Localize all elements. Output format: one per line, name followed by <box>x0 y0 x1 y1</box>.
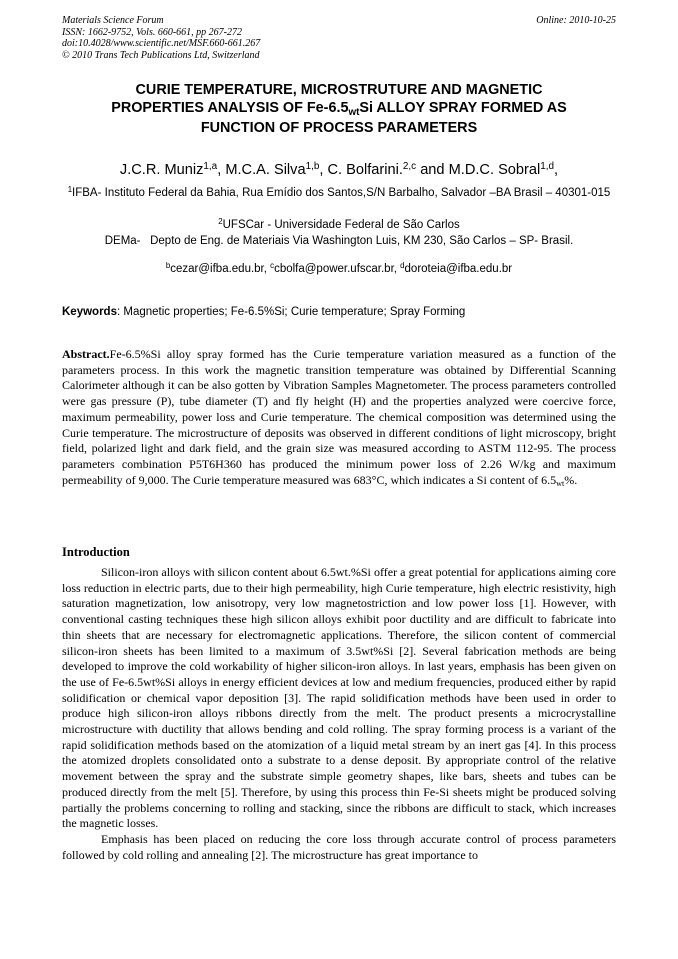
online-date: Online: 2010-10-25 <box>536 15 616 26</box>
author-name: M.C.A. Silva <box>225 162 306 178</box>
affiliation-text: IFBA- Instituto Federal da Bahia, Rua Emídio dos Santos,S/N Barbalho, Salvador –BA Brasil – 40301-015 <box>72 187 611 199</box>
keywords <box>62 304 616 320</box>
abstract-label: Abstract. <box>62 347 110 361</box>
author-separator: , <box>554 162 559 178</box>
author-name: J.C.R. Muniz <box>119 162 204 178</box>
email-address: cbolfa@power.ufscar.br <box>274 263 394 275</box>
introduction-paragraph-1: Silicon-iron alloys with silicon content about 6.5wt.%Si offer a great potential for applications aiming core loss reduction in electric parts, due to their high permeability, high Curie temperature, high electric resistivity, high saturation magnetization, low anisotropy, very low magnetostriction and low power loss [1]. However, with conventional casting techniques these high silicon alloys exhibit poor ductility and are difficult to fabricate into thin sheets that are necessary for electromagnetic applications. Therefore, the silicon content of commercial silicon-iron sheets has been limited to a maximum of 3.5wt%Si [2]. Several fabrication methods are being developed to improve the cold workability of higher silicon-iron alloys. In last years, emphasis has been given on the use of Fe-6.5wt%Si alloys in energy efficient devices at low and medium frequencies, produced either by rapid solidification or chemical vapor deposition [3]. The rapid solidification methods have been used in order to produce high silicon-iron alloys ribbons directly from the melt. The product presents a microcrystalline microstructure with ductility that allows bending and cold rolling. The spray forming process is a variant of the rapid solidification methods based on the atomization of a liquid metal stream by an inert gas [4]. In this process the atomized droplets consolidated onto a substrate to a dense deposit. By appropriate control of the relative movement between the spray and the substrate simple geometry shapes, like bars, sheets and tubes can be produced directly from the melt [5]. Therefore, by using this process thin Fe-Si sheets might be produced solving partially the problems concerning to rolling and stacking, since the ribbons are difficult to stack, which increases the magnetic losses. <box>62 565 616 831</box>
author-affil-mark: 1,a <box>203 160 218 172</box>
author-affil-mark: 1,b <box>305 160 320 172</box>
abstract-end: %. <box>564 472 578 487</box>
email-separator: , <box>263 263 271 275</box>
keywords-text: : Magnetic properties; Fe-6.5%Si; Curie temperature; Spray Forming <box>116 306 466 318</box>
email-address: doroteia@ifba.edu.br <box>404 263 513 275</box>
title-line-2-pre: PROPERTIES ANALYSIS OF Fe-6.5 <box>111 100 349 116</box>
affiliation-3: DEMa- Depto de Eng. de Materiais Via Washington Luis, KM 230, São Carlos – SP- Brasil. <box>104 235 574 247</box>
author-separator: , <box>319 162 328 178</box>
email-separator: , <box>393 263 401 275</box>
abstract-text: Fe-6.5%Si alloy spray formed has the Curie temperature variation measured as a function of the parameters process. In this work the magnetic transition temperature was obtained by Differential Scanning Calorimeter although it can be also gotten by Vibration Samples Magnetometer. The process parameters controlled were gas pressure (P), tube diameter (T) and fly height (H) and the properties analyzed were coercive force, maximum permeability, power loss and Curie temperature. The chemical composition was determined using the Curie temperature. The microstructure of deposits was observed in different conditions of light microscopy, bright field, polarized light and dark field, and the grain size was measured according to ASTM 112-95. The process parameters combination P5T6H360 has produced the minimum power loss of 2.26 W/kg and maximum permeability of 9,000. The Curie temperature measured was 683°C, which indicates a Si content of 6.5 <box>62 347 616 487</box>
title-line-1: CURIE TEMPERATURE, MICROSTRUTURE AND MAGNETIC <box>135 82 543 98</box>
author-emails <box>62 261 616 278</box>
affiliation-mark: 2 <box>218 216 223 226</box>
email-address: cezar@ifba.edu.br <box>170 263 264 275</box>
section-heading-introduction: Introduction <box>62 545 130 559</box>
journal-header <box>62 15 616 61</box>
author-name: C. Bolfarini. <box>327 162 403 178</box>
abstract <box>62 347 616 489</box>
author-affil-mark: 2,c <box>402 160 417 172</box>
affiliation-2 <box>62 217 616 234</box>
journal-name: Materials Science Forum <box>62 15 164 26</box>
email-mark: c <box>270 260 275 270</box>
affiliation-mark: 1 <box>67 184 73 194</box>
affiliation-1 <box>62 185 616 202</box>
paper-title <box>62 81 616 137</box>
introduction-section <box>62 565 616 863</box>
doi-line: doi:10.4028/www.scientific.net/MSF.660-661.267 <box>62 38 261 50</box>
author-name: M.D.C. Sobral <box>448 162 541 178</box>
author-affil-mark: 1,d <box>540 160 555 172</box>
copyright-line: © 2010 Trans Tech Publications Ltd, Switzerland <box>62 49 260 61</box>
affiliation-text: UFSCar - Universidade Federal de São Carlos <box>222 219 460 231</box>
author-separator: , <box>217 162 226 178</box>
title-line-3: FUNCTION OF PROCESS PARAMETERS <box>200 120 478 136</box>
title-subscript: wt <box>348 106 360 118</box>
email-mark: d <box>400 260 405 270</box>
author-list <box>62 161 616 181</box>
title-line-2-post: Si ALLOY SPRAY FORMED AS <box>359 100 567 116</box>
title-line-2 <box>62 99 616 119</box>
email-mark: b <box>165 260 171 270</box>
introduction-paragraph-2: Emphasis has been placed on reducing the core loss through accurate control of process parameters followed by cold rolling and annealing [2]. The microstructure has great importance to <box>62 831 616 862</box>
author-separator: and <box>416 162 449 178</box>
keywords-label: Keywords <box>62 306 117 318</box>
issn-line: ISSN: 1662-9752, Vols. 660-661, pp 267-272 <box>62 26 242 38</box>
abstract-subscript: wt <box>556 479 565 489</box>
